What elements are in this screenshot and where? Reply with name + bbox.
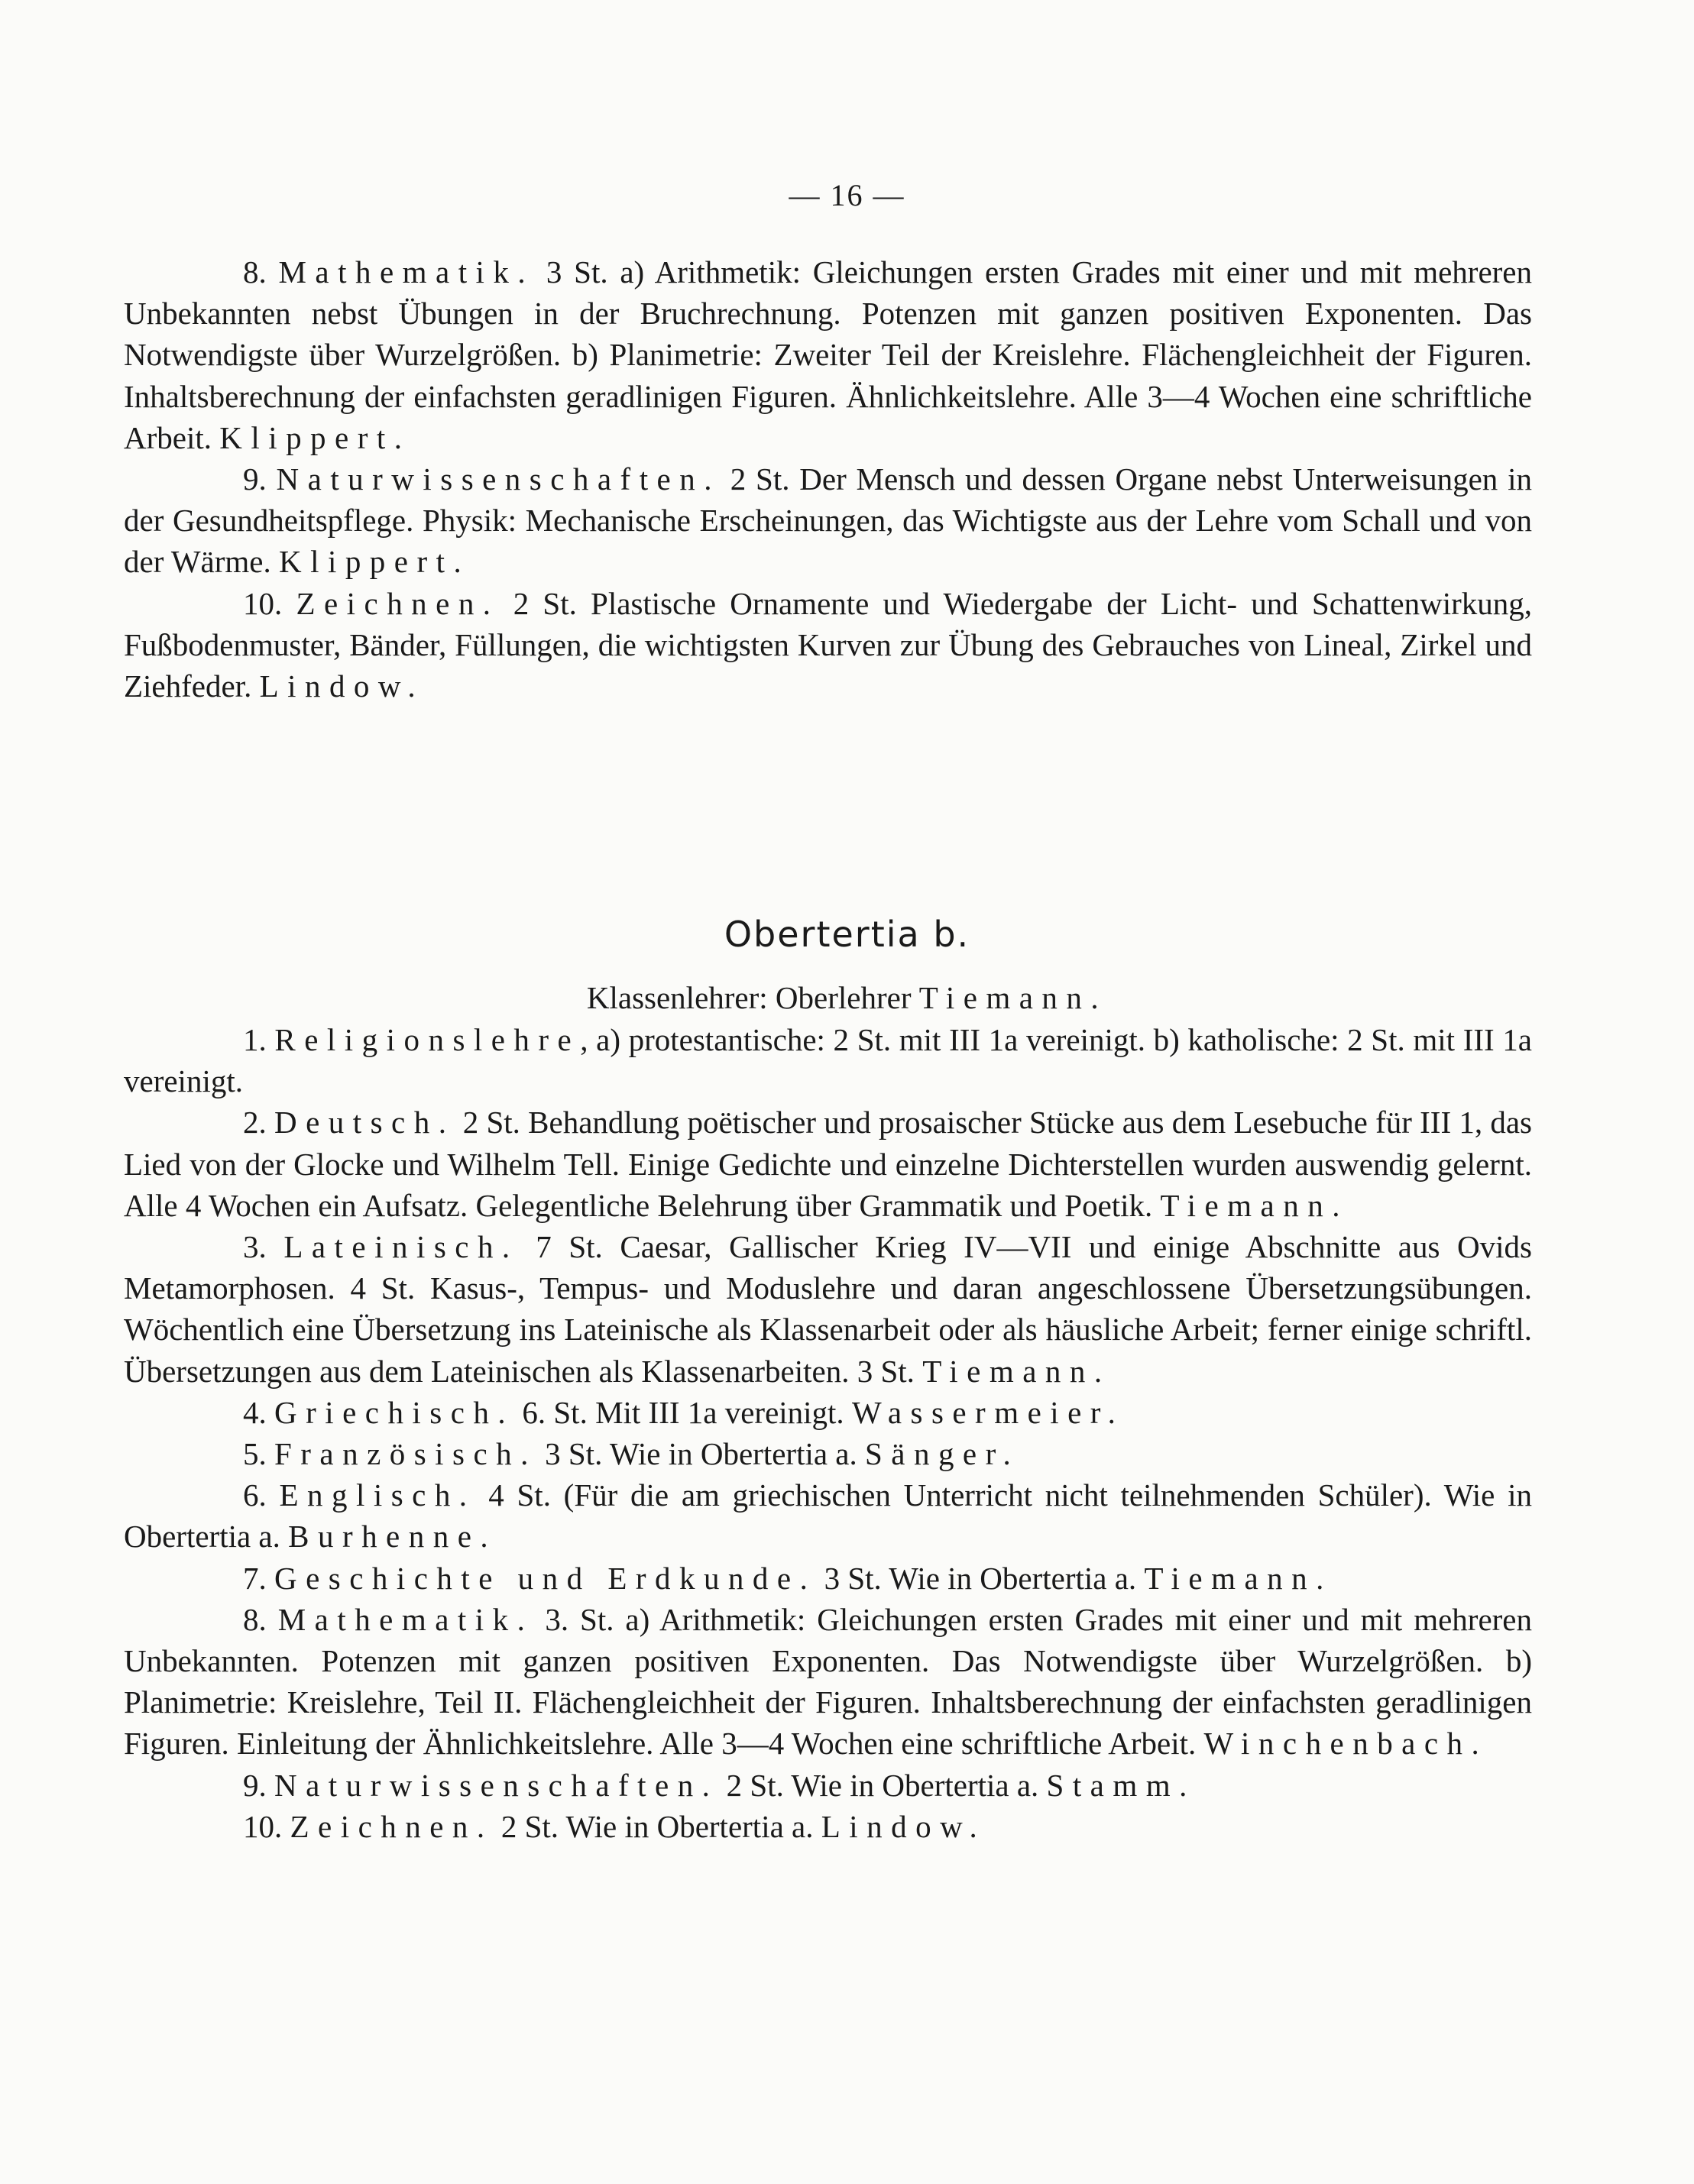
subject-paragraph: 7. Geschichte und Erdkunde. 3 St. Wie in Obertertia a. Tiemann. [243,1560,1333,1596]
subject-name: Lateinisch. [283,1229,519,1265]
subject-paragraph: 9. Naturwissenschaften. 2 St. Wie in Obertertia a. Stamm. [243,1767,1196,1803]
subject-name: Mathematik. [277,1601,534,1637]
class-teacher-label: Klassenlehrer: Oberlehrer [586,980,919,1015]
subject-name: Zeichnen. [290,1808,494,1844]
subject-name: Deutsch. [274,1105,455,1141]
subject-paragraph: 8. Mathematik. 3. St. a) Arithmetik: Gleichungen ersten Grades mit einer und mit mehreren Unbekannten. Potenzen mit ganzen positiven Exponenten. Das Notwendigste über Wurzelgrößen. b) Planimetrie: Kreislehre, Teil II. Flächengleichheit der Figuren. Inhaltsberechnung der einfachsten geradlinigen Figuren. Einleitung der Ähnlichkeitslehre. Alle 3—4 Wochen eine schriftliche Arbeit. Winchenbach. [124,1601,1533,1762]
subject-name: Englisch. [279,1477,476,1513]
class-teacher-name: Tiemann. [918,980,1108,1015]
subject-name: Naturwissenschaften. [276,461,721,497]
subject-paragraph: 10. Zeichnen. 2 St. Wie in Obertertia a. Lindow. [243,1808,986,1844]
teacher-name: Burhenne. [288,1519,497,1555]
subject-name: Naturwissenschaften. [274,1767,719,1803]
teacher-name: Tiemann. [922,1353,1111,1389]
subject-name: Geschichte und Erdkunde. [274,1560,817,1596]
subject-paragraph: 10. Zeichnen. 2 St. Plastische Ornamente und Wiedergabe der Licht- und Schattenwirkung, Fußbodenmuster, Bänder, Füllungen, die wichtigsten Kurven zur Übung des Gebrauches von Lineal, Zirkel und Ziehfeder. Lindow. [124,585,1532,704]
subject-paragraph: 2. Deutsch. 2 St. Behandlung poëtischer und prosaischer Stücke aus dem Lesebuche für III 1, das Lied von der Glocke und Wilhelm Tell. Einige Gedichte und einzelne Dichterstellen wurden auswendig gelernt. Alle 4 Wochen ein Aufsatz. Gelegentliche Belehrung über Grammatik und Poetik. Tiemann. [124,1105,1533,1223]
teacher-name: Klippert. [279,544,471,580]
teacher-name: Klippert. [219,419,411,455]
subject-paragraph: 6. Englisch. 4 St. (Für die am griechischen Unterricht nicht teilnehmenden Schüler). Wie in Obertertia a. Burhenne. [124,1477,1532,1555]
subject-paragraph: 9. Naturwissenschaften. 2 St. Der Mensch und dessen Organe nebst Unterweisungen in der Gesundheitspflege. Physik: Mechanische Erscheinungen, das Wichtigste aus der Lehre vom Schall und von der Wärme. Klippert. [124,461,1532,580]
subject-name: Zeichnen. [296,585,500,621]
teacher-name: Lindow. [259,668,425,704]
section-obertertia-a-continued [124,251,1532,707]
teacher-name: Wassermeier. [851,1394,1125,1430]
section-heading: Obertertia b. [724,914,970,955]
page-number: — 16 — [789,178,905,212]
teacher-name: Tiemann. [1144,1560,1333,1596]
teacher-name: Lindow. [821,1808,986,1844]
subject-paragraph: 8. Mathematik. 3 St. a) Arithmetik: Gleichungen ersten Grades mit einer und mit mehreren Unbekannten nebst Übungen in der Bruchrechnung. Potenzen mit ganzen positiven Exponenten. Das Notwendigste über Wurzelgrößen. b) Planimetrie: Zweiter Teil der Kreislehre. Flächengleichheit der Figuren. Inhaltsberechnung der einfachsten geradlinigen Figuren. Ähnlichkeitslehre. Alle 3—4 Wochen eine schriftliche Arbeit. Klippert. [124,254,1532,455]
section-obertertia-b [124,1019,1532,1847]
teacher-name: Sänger. [865,1436,1020,1472]
teacher-name: Tiemann. [1160,1187,1349,1223]
subject-name: Religionslehre [274,1022,581,1057]
subject-paragraph: 5. Französisch. 3 St. Wie in Obertertia a. Sänger. [243,1436,1020,1472]
subject-name: Französisch. [274,1436,537,1472]
class-teacher-line [0,977,1694,1018]
subject-paragraph: 3. Lateinisch. 7 St. Caesar, Gallischer Krieg IV—VII und einige Abschnitte aus Ovids Metamorphosen. 4 St. Kasus-, Tempus- und Moduslehre und daran angeschlossene Übersetzungsübungen. Wöchentlich eine Übersetzung ins Lateinische als Klassenarbeit oder als häusliche Arbeit; ferner einige schriftl. Übersetzungen aus dem Lateinischen als Klassenarbeiten. 3 St. Tiemann. [124,1229,1533,1389]
subject-name: Mathematik. [278,254,535,290]
subject-paragraph: 4. Griechisch. 6. St. Mit III 1a vereinigt. Wassermeier. [243,1394,1125,1430]
subject-name: Griechisch. [274,1394,515,1430]
subject-paragraph: 1. Religionslehre, a) protestantische: 2 St. mit III 1a vereinigt. b) katholische: 2 St. mit III 1a vereinigt. [124,1022,1532,1099]
teacher-name: Winchenbach. [1203,1726,1488,1762]
teacher-name: Stamm. [1046,1767,1196,1803]
